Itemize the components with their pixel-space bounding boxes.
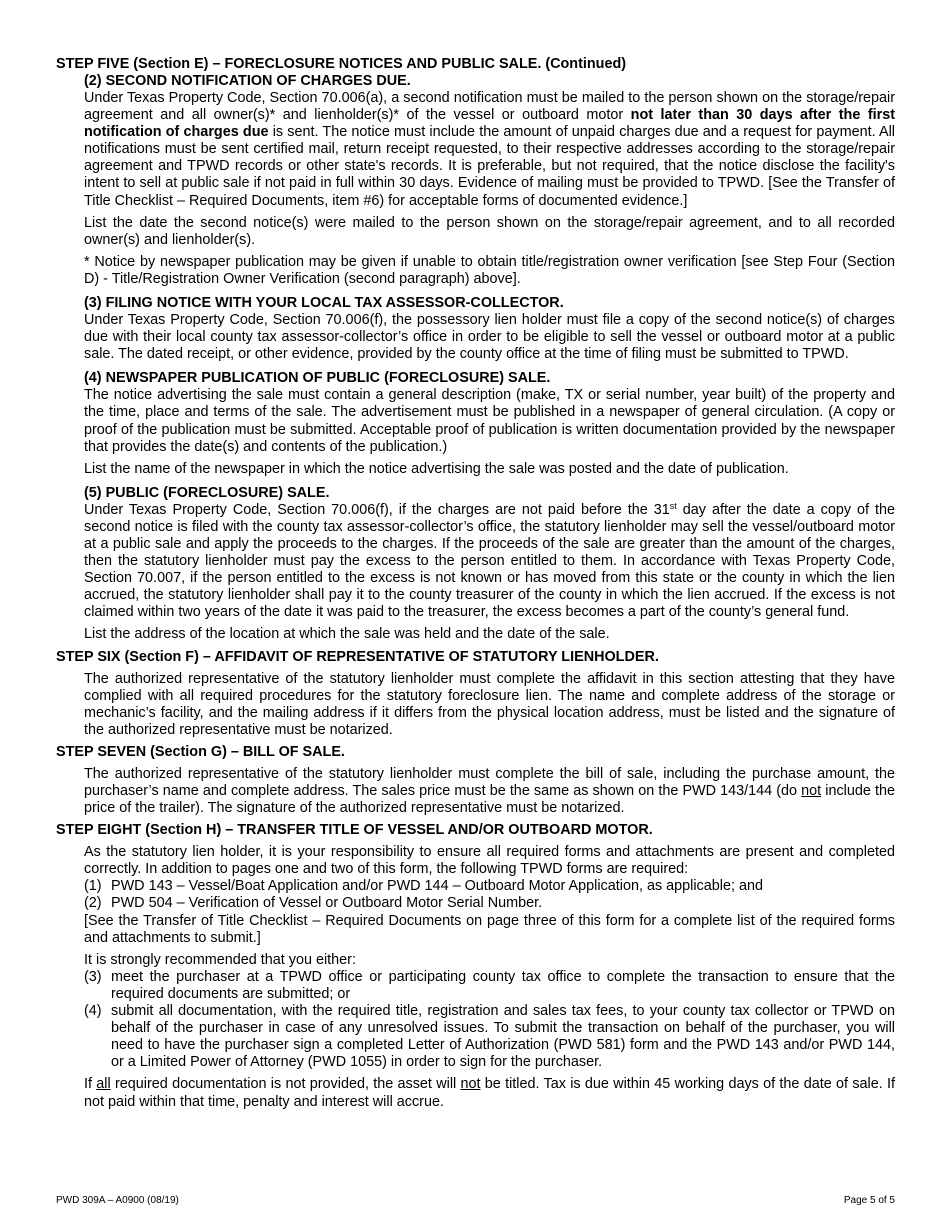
document-page: [56, 56, 895, 1111]
bill-of-sale-paragraph: The authorized representative of the statutory lienholder must complete the bill of sale, including the purchase amount, the purchaser’s name and complete address. The sales price must be the same as shown on the PWD 143/144 (do not include the price of the trailer). The signature of the authorized representative must be notarized.: [84, 765, 895, 817]
affidavit-paragraph: The authorized representative of the statutory lienholder must complete the affidavit in this section attesting that they have complied with all required procedures for the statutory foreclosure lien. The name and complete address of the storage or mechanic’s facility, and the mailing address if it differs from the physical location address, must be listed and the signature of the authorized representative must be notarized.: [84, 670, 895, 738]
step-seven-heading: STEP SEVEN (Section G) – BILL OF SALE.: [56, 743, 345, 760]
newspaper-publication-paragraph: The notice advertising the sale must contain a general description (make, TX or serial number, year built) of the property and the time, place and terms of the sale. The advertisement must be published in a newspaper of general circulation. (A copy or proof of the publication must be submitted. Acceptable proof of publication is written documentation provided by the newspaper that provides the date(s) and contents of the publication.): [84, 387, 895, 455]
newspaper-publication-list-instruction: List the name of the newspaper in which the notice advertising the sale was posted and the date of publication.: [84, 460, 789, 477]
section-affidavit: [84, 671, 895, 739]
public-sale-heading: (5) PUBLIC (FORECLOSURE) SALE.: [84, 484, 330, 501]
section-second-notification: [84, 73, 895, 644]
transfer-title-paragraph: As the statutory lien holder, it is your responsibility to ensure all required forms and attachments are present and completed correctly. In addition to pages one and two of this form, the following TPWD forms are required:: [84, 844, 895, 878]
step-five-heading: STEP FIVE (Section E) – FORECLOSURE NOTICES AND PUBLIC SALE. (Continued): [56, 56, 627, 72]
documentation-warning: If all required documentation is not provided, the asset will not be titled. Tax is due within 45 working days of the date of sale. If not paid within that time, penalty and interest will accrue.: [84, 1076, 895, 1110]
section-transfer-title: [84, 844, 895, 1110]
public-sale-paragraph: Under Texas Property Code, Section 70.006(f), if the charges are not paid before the 31st day after the date a copy of the second notice is filed with the county tax assessor-collector’s office, the statutory lienholder may sell the vessel/outboard motor at a public sale and apply the proceeds to the charges. If the proceeds of the sale are greater than the amount of the charges, then the statutory lienholder must pay the excess to the person entitled to them. In accordance with Texas Property Code, Section 70.007, if the person entitled to the excess is not known or has moved from this state or the county in which the lien accrued, the statutory lienholder shall pay it to the county treasurer of the county in which the lien accrued. If the excess is not claimed within two years of the date it was paid to the treasurer, the excess becomes a part of the county’s general fund.: [84, 500, 896, 621]
filing-notice-heading: (3) FILING NOTICE WITH YOUR LOCAL TAX ASSESSOR-COLLECTOR.: [84, 295, 564, 312]
second-notification-paragraph: Under Texas Property Code, Section 70.006(a), a second notification must be mailed to the person shown on the storage/repair agreement and all owner(s)* and lienholder(s)* of the vessel or outboard motor not later than 30 days after the first notification of charges due is sent. The notice must include the amount of unpaid charges due and a request for payment. All notifications must be sent certified mail, return receipt requested, to their respective addresses according to the storage/repair agreement and TPWD records or other state's records. It is preferable, but not required, that the notice disclose the facility's intent to sell at public sale if not paid in full within 30 days. Evidence of mailing must be provided to TPWD. [See the Transfer of Title Checklist – Required Documents, item #6) for acceptable forms of documented evidence.]: [84, 90, 896, 209]
second-notification-list-instruction: List the date the second notice(s) were mailed to the person shown on the storage/repair agreement, and to all recorded owner(s) and lienholder(s).: [84, 214, 895, 248]
list-item: (1) PWD 143 – Vessel/Boat Application and/or PWD 144 – Outboard Motor Application, as applicable; and: [84, 878, 763, 895]
form-id: PWD 309A – A0900 (08/19): [56, 1195, 179, 1206]
page-number: Page 5 of 5: [843, 1195, 895, 1206]
step-eight-heading: STEP EIGHT (Section H) – TRANSFER TITLE OF VESSEL AND/OR OUTBOARD MOTOR.: [56, 822, 653, 839]
list-item: (3) meet the purchaser at a TPWD office or participating county tax office to complete the transaction to ensure that the required documents are submitted; or: [84, 968, 895, 1002]
filing-notice-paragraph: Under Texas Property Code, Section 70.006(f), the possessory lien holder must file a copy of the second notice(s) of charges due with their local county tax assessor-collector’s office in order to be eligible to sell the vessel or outboard motor at a public sale. The dated receipt, or other evidence, provided by the county office at the time of filing must be submitted to TPWD.: [84, 312, 895, 363]
newspaper-publication-heading: (4) NEWSPAPER PUBLICATION OF PUBLIC (FORECLOSURE) SALE.: [84, 370, 551, 387]
public-sale-list-instruction: List the address of the location at which the sale was held and the date of the sale.: [84, 626, 610, 643]
list-item: (4) submit all documentation, with the required title, registration and sales tax fees, to your county tax collector or TPWD on behalf of the purchaser in case of any unresolved issues. To submit the transaction on behalf of the purchaser, you will need to have the purchaser sign a completed Letter of Authorization (PWD 581) form and the PWD 143 and/or PWD 144, or a Limited Power of Attorney (PWD 1055) in order to sign for the purchaser.: [84, 1003, 895, 1071]
step-six-heading: STEP SIX (Section F) – AFFIDAVIT OF REPRESENTATIVE OF STATUTORY LIENHOLDER.: [56, 648, 659, 665]
second-notification-heading: (2) SECOND NOTIFICATION OF CHARGES DUE.: [84, 73, 411, 89]
checklist-reference: [See the Transfer of Title Checklist – Required Documents on page three of this form for a complete list of the required forms and attachments to submit.]: [84, 912, 895, 946]
list-item: (2) PWD 504 – Verification of Vessel or Outboard Motor Serial Number.: [84, 895, 543, 912]
newspaper-notice-footnote: * Notice by newspaper publication may be given if unable to obtain title/registration owner verification [see Step Four (Section D) - Title/Registration Owner Verification (second paragraph) above].: [84, 253, 895, 287]
recommendation-intro: It is strongly recommended that you either:: [84, 951, 356, 968]
section-bill-of-sale: [84, 766, 895, 817]
